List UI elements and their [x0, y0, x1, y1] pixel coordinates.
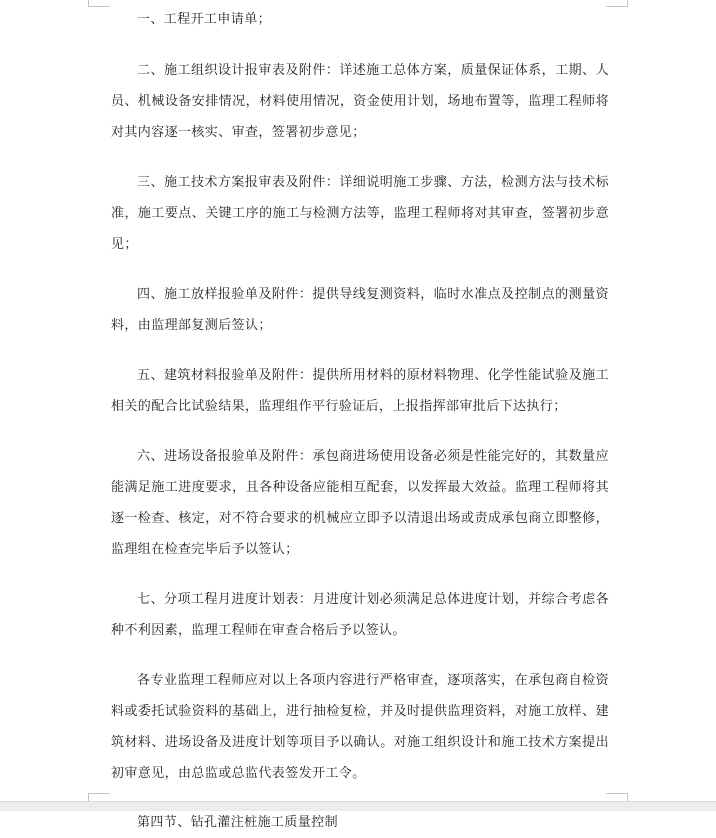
paragraph-summary: 各专业监理工程师应对以上各项内容进行严格审查，逐项落实，在承包商自检资料或委托试验资料的基础上，进行抽检复检，并及时提供监理资料，对施工放样、建筑材料、进场设备及进度计划等项目予以确认。对施工组织设计和施工技术方案提出初审意见，由总监或总监代表签发开工令。	[111, 673, 609, 781]
paragraph-item-7: 七、分项工程月进度计划表：月进度计划必须满足总体进度计划，并综合考虑各种不利因素，监理工程师在审查合格后予以签认。	[111, 592, 609, 638]
paragraph-item-3: 三、施工技术方案报审表及附件：详细说明施工步骤、方法，检测方法与技术标准，施工要点、关键工序的施工与检测方法等，监理工程师将对其审查，签署初步意见；	[111, 175, 609, 252]
crop-mark-top-right-h	[606, 6, 628, 7]
paragraph-item-1: 一、工程开工申请单；	[137, 12, 272, 27]
paragraph-item-5: 五、建筑材料报验单及附件：提供所用材料的原材料物理、化学性能试验及施工相关的配合比试验结果，监理组作平行验证后，上报指挥部审批后下达执行；	[111, 368, 609, 414]
crop-mark-bottom-right	[627, 793, 628, 801]
crop-mark-top-left-h	[88, 6, 110, 7]
paragraph-item-6: 六、进场设备报验单及附件：承包商进场使用设备必须是性能完好的，其数量应能满足施工进度要求，且各种设备应能相互配套，以发挥最大效益。监理工程师将其逐一检查、核定，对不符合要求的机械应立即予以清退出场或责成承包商立即整修，监理组在检查完毕后予以签认；	[111, 449, 609, 557]
paragraph-item-4: 四、施工放样报验单及附件：提供导线复测资料，临时水准点及控制点的测量资料，由监理部复测后签认；	[111, 287, 609, 333]
document-body	[111, 0, 609, 838]
crop-mark-bottom-right-h	[606, 793, 628, 794]
paragraph-item-2: 二、施工组织设计报审表及附件：详述施工总体方案，质量保证体系，工期、人员、机械设备安排情况，材料使用情况，资金使用计划，场地布置等，监理工程师将对其内容逐一核实、审查，签署初步意见；	[111, 63, 609, 140]
crop-mark-bottom-left	[88, 793, 89, 801]
section-heading: 第四节、钻孔灌注桩施工质量控制	[137, 815, 339, 830]
crop-mark-bottom-left-h	[88, 793, 110, 794]
